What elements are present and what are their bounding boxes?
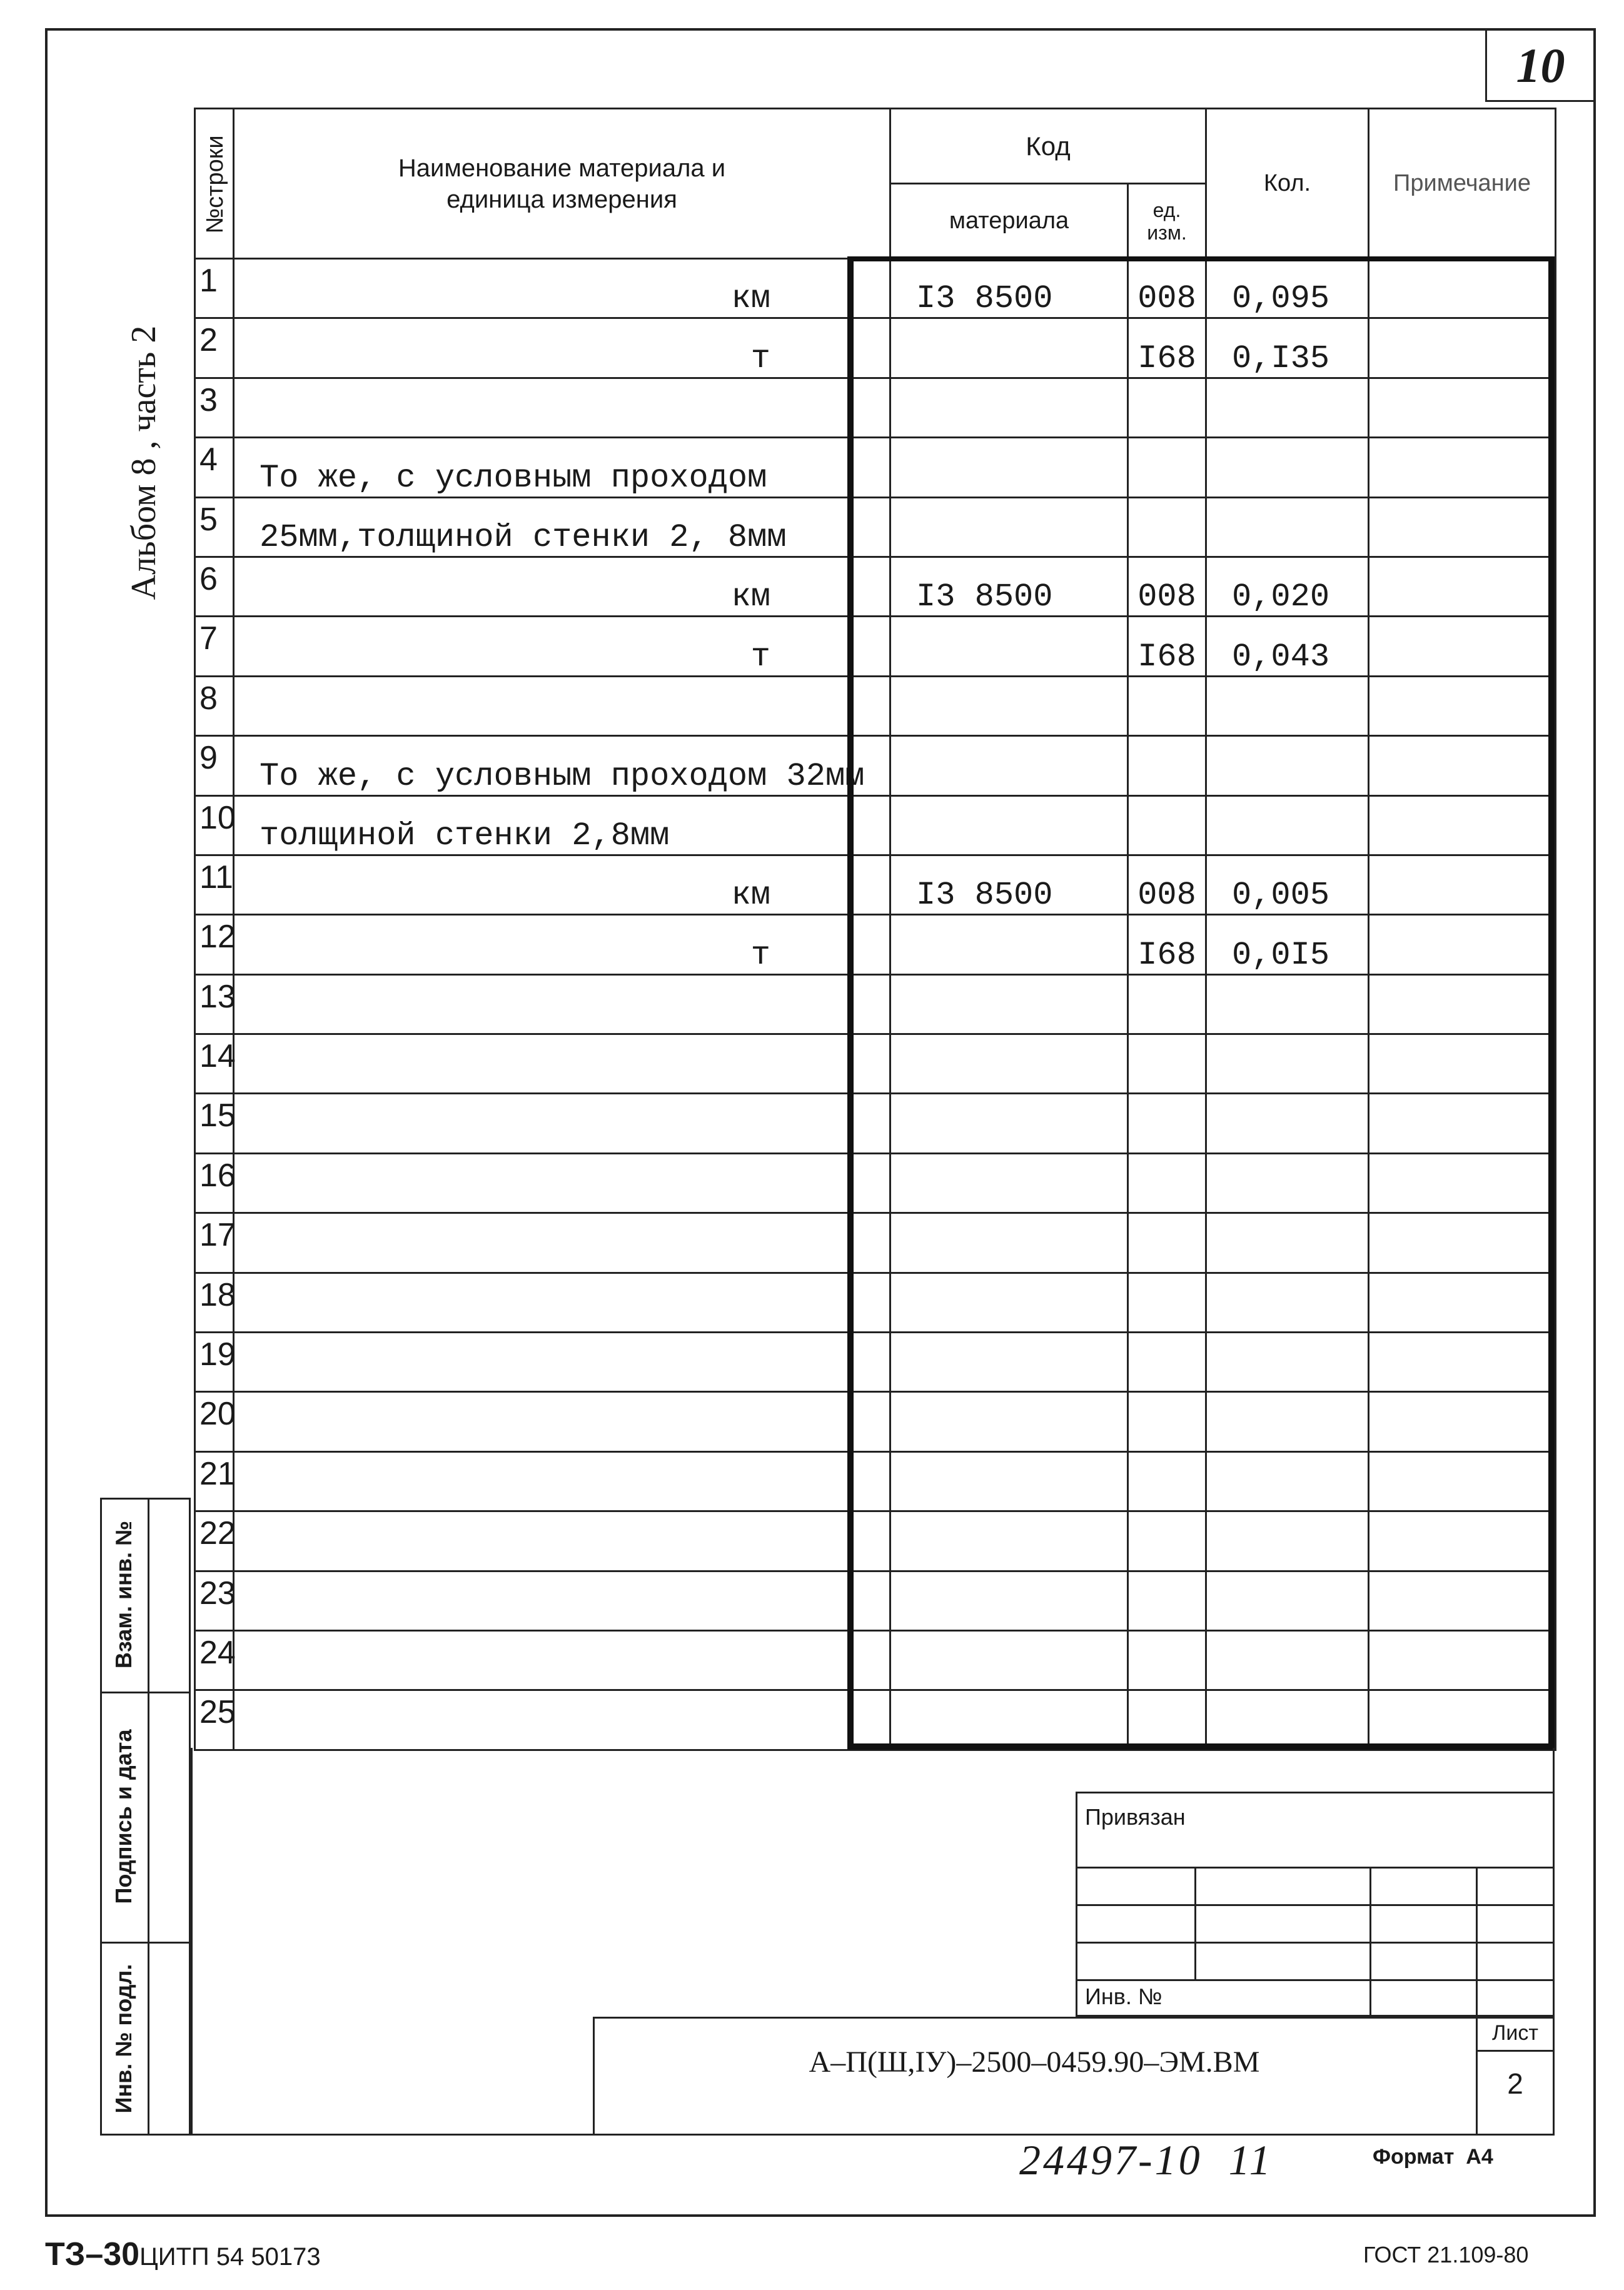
row-name	[234, 974, 890, 1034]
row-number: 17	[195, 1213, 234, 1273]
row-unit-code: I68	[1128, 318, 1206, 378]
row-quantity: 0,I35	[1206, 318, 1369, 378]
row-number: 2	[195, 318, 234, 378]
row-unit-code: I68	[1128, 915, 1206, 974]
header-qty	[1206, 109, 1369, 259]
header-code-unit	[1128, 184, 1206, 259]
row-unit-code	[1128, 1571, 1206, 1630]
row-number: 14	[195, 1034, 234, 1094]
row-name	[234, 1273, 890, 1332]
row-name	[234, 1630, 890, 1690]
table-row	[195, 1511, 1556, 1571]
row-number: 24	[195, 1630, 234, 1690]
table-row	[195, 318, 1556, 378]
privyazan-col-3	[1476, 1867, 1478, 2017]
row-number: 16	[195, 1153, 234, 1213]
privyazan-col-1	[1194, 1867, 1196, 1979]
row-name: км	[234, 855, 890, 914]
row-note	[1369, 1094, 1556, 1153]
stamp-vzam-inv: Взам. инв. №	[111, 1520, 136, 1669]
materials-table	[194, 108, 1556, 1751]
row-note	[1369, 1213, 1556, 1273]
row-name	[234, 378, 890, 437]
row-quantity	[1206, 1213, 1369, 1273]
row-material-code: I3 8500	[890, 557, 1128, 616]
row-unit-code	[1128, 1094, 1206, 1153]
row-quantity: 0,095	[1206, 259, 1369, 318]
row-note	[1369, 438, 1556, 497]
row-note	[1369, 1571, 1556, 1630]
table-row	[195, 1094, 1556, 1153]
row-note	[1369, 915, 1556, 974]
handwritten-archive-number: 24497-10 11	[1019, 2136, 1273, 2184]
row-note	[1369, 795, 1556, 855]
header-name	[234, 109, 890, 259]
footer-right: ГОСТ 21.109-80	[1363, 2242, 1529, 2267]
table-row	[195, 795, 1556, 855]
row-unit-code	[1128, 1451, 1206, 1511]
row-unit-code	[1128, 1333, 1206, 1392]
row-unit-code	[1128, 378, 1206, 437]
row-quantity: 0,043	[1206, 617, 1369, 676]
header-code-unit-label: ед. изм.	[1147, 198, 1187, 244]
row-note	[1369, 497, 1556, 557]
row-number: 25	[195, 1690, 234, 1750]
table-row	[195, 736, 1556, 795]
row-name	[234, 1690, 890, 1750]
row-note	[1369, 617, 1556, 676]
row-unit-code	[1128, 497, 1206, 557]
row-note	[1369, 1511, 1556, 1571]
row-unit-code	[1128, 1630, 1206, 1690]
row-quantity	[1206, 1153, 1369, 1213]
row-quantity	[1206, 378, 1369, 437]
table-row	[195, 557, 1556, 616]
row-name	[234, 676, 890, 735]
document-designation: А–П(Ш,IУ)–2500–0459.90–ЭМ.ВМ	[809, 2045, 1260, 2079]
row-name	[234, 1153, 890, 1213]
table-row	[195, 1333, 1556, 1392]
row-name	[234, 1392, 890, 1451]
row-number: 19	[195, 1333, 234, 1392]
row-note	[1369, 736, 1556, 795]
row-number: 10	[195, 795, 234, 855]
row-note	[1369, 318, 1556, 378]
row-unit-code: 008	[1128, 259, 1206, 318]
row-note	[1369, 1153, 1556, 1213]
sheet-label-line	[1476, 2050, 1555, 2052]
footer-left-code: ЦИТП 54 50173	[139, 2243, 321, 2271]
table-row	[195, 378, 1556, 437]
row-quantity	[1206, 1511, 1369, 1571]
row-material-code	[890, 1571, 1128, 1630]
row-number: 18	[195, 1273, 234, 1332]
row-material-code	[890, 676, 1128, 735]
row-material-code	[890, 1153, 1128, 1213]
privyazan-col-2	[1369, 1867, 1371, 2017]
row-name: То же, с условным проходом	[234, 438, 890, 497]
row-note	[1369, 1273, 1556, 1332]
row-material-code	[890, 1511, 1128, 1571]
row-unit-code	[1128, 1034, 1206, 1094]
row-quantity	[1206, 676, 1369, 735]
header-code-material-label: материала	[949, 208, 1069, 234]
header-qty-label: Кол.	[1263, 170, 1311, 196]
row-material-code	[890, 1451, 1128, 1511]
row-note	[1369, 259, 1556, 318]
table-row	[195, 1153, 1556, 1213]
row-unit-code	[1128, 1153, 1206, 1213]
row-name	[234, 1213, 890, 1273]
stamp-inv-podl: Инв. № подл.	[111, 1964, 136, 2114]
row-name	[234, 1451, 890, 1511]
table-row	[195, 974, 1556, 1034]
row-quantity	[1206, 795, 1369, 855]
row-unit-code: 008	[1128, 855, 1206, 914]
row-quantity	[1206, 974, 1369, 1034]
row-number: 5	[195, 497, 234, 557]
row-note	[1369, 1690, 1556, 1750]
row-name	[234, 1571, 890, 1630]
row-material-code	[890, 1333, 1128, 1392]
table-row	[195, 1571, 1556, 1630]
row-unit-code	[1128, 1511, 1206, 1571]
format-label: Формат А4	[1373, 2145, 1493, 2169]
row-material-code	[890, 617, 1128, 676]
row-unit-code	[1128, 1273, 1206, 1332]
header-code-label: Код	[1026, 131, 1071, 161]
row-material-code	[890, 1690, 1128, 1750]
row-material-code	[890, 1034, 1128, 1094]
row-unit-code	[1128, 795, 1206, 855]
row-unit-code	[1128, 1690, 1206, 1750]
row-number: 12	[195, 915, 234, 974]
row-quantity	[1206, 1571, 1369, 1630]
row-number: 6	[195, 557, 234, 616]
row-material-code	[890, 795, 1128, 855]
row-unit-code	[1128, 676, 1206, 735]
row-unit-code: 008	[1128, 557, 1206, 616]
row-quantity: 0,005	[1206, 855, 1369, 914]
row-name: т	[234, 915, 890, 974]
table-row	[195, 438, 1556, 497]
table-row	[195, 1273, 1556, 1332]
row-number: 4	[195, 438, 234, 497]
row-material-code	[890, 497, 1128, 557]
row-quantity	[1206, 1333, 1369, 1392]
row-unit-code	[1128, 1392, 1206, 1451]
row-note	[1369, 1333, 1556, 1392]
privyazan-line-1	[1076, 1867, 1555, 1869]
row-quantity	[1206, 736, 1369, 795]
row-material-code	[890, 438, 1128, 497]
row-note	[1369, 676, 1556, 735]
row-unit-code	[1128, 736, 1206, 795]
row-quantity	[1206, 1451, 1369, 1511]
row-material-code	[890, 1630, 1128, 1690]
row-note	[1369, 1034, 1556, 1094]
row-number: 9	[195, 736, 234, 795]
header-row-number	[195, 109, 234, 259]
row-material-code	[890, 378, 1128, 437]
row-number: 3	[195, 378, 234, 437]
row-material-code	[890, 974, 1128, 1034]
row-quantity: 0,020	[1206, 557, 1369, 616]
table-row	[195, 1690, 1556, 1750]
row-unit-code	[1128, 1213, 1206, 1273]
table-row	[195, 855, 1556, 914]
row-name: км	[234, 259, 890, 318]
row-name: толщиной стенки 2,8мм	[234, 795, 890, 855]
row-note	[1369, 1630, 1556, 1690]
privyazan-line-3	[1076, 1942, 1555, 1944]
footer-left-prefix: ТЗ–30	[45, 2236, 140, 2272]
row-name: т	[234, 617, 890, 676]
row-material-code	[890, 736, 1128, 795]
row-quantity: 0,0I5	[1206, 915, 1369, 974]
row-number: 15	[195, 1094, 234, 1153]
footer-left	[45, 2236, 321, 2273]
row-number: 21	[195, 1451, 234, 1511]
table-row	[195, 915, 1556, 974]
row-quantity	[1206, 1392, 1369, 1451]
row-quantity	[1206, 1273, 1369, 1332]
privyazan-line-4	[1076, 1979, 1555, 1981]
table-row	[195, 676, 1556, 735]
row-number: 23	[195, 1571, 234, 1630]
row-number: 7	[195, 617, 234, 676]
table-row	[195, 497, 1556, 557]
sheet-corner-number: 10	[1516, 38, 1565, 93]
table-row	[195, 617, 1556, 676]
row-material-code	[890, 318, 1128, 378]
row-name: То же, с условным проходом 32мм	[234, 736, 890, 795]
row-material-code	[890, 1392, 1128, 1451]
sheet-label: Лист	[1492, 2021, 1538, 2045]
row-unit-code	[1128, 974, 1206, 1034]
row-name	[234, 1333, 890, 1392]
row-name	[234, 1511, 890, 1571]
row-quantity	[1206, 1094, 1369, 1153]
row-quantity	[1206, 497, 1369, 557]
row-number: 20	[195, 1392, 234, 1451]
table-row	[195, 1451, 1556, 1511]
row-name: км	[234, 557, 890, 616]
table-row	[195, 1213, 1556, 1273]
row-note	[1369, 378, 1556, 437]
sheet-number: 2	[1507, 2067, 1523, 2100]
header-row-number-label: №строки	[202, 135, 228, 234]
row-name: т	[234, 318, 890, 378]
row-note	[1369, 557, 1556, 616]
header-note	[1369, 109, 1556, 259]
row-number: 8	[195, 676, 234, 735]
row-quantity	[1206, 1690, 1369, 1750]
header-code	[890, 109, 1206, 184]
row-material-code	[890, 1273, 1128, 1332]
row-material-code: I3 8500	[890, 855, 1128, 914]
header-note-label: Примечание	[1393, 170, 1531, 196]
table-row	[195, 1630, 1556, 1690]
table-row	[195, 259, 1556, 318]
row-name	[234, 1034, 890, 1094]
table-row	[195, 1392, 1556, 1451]
row-material-code	[890, 1213, 1128, 1273]
row-number: 13	[195, 974, 234, 1034]
row-note	[1369, 1451, 1556, 1511]
row-note	[1369, 974, 1556, 1034]
left-stamp-divider	[148, 1498, 149, 2136]
row-unit-code	[1128, 438, 1206, 497]
row-quantity	[1206, 1034, 1369, 1094]
header-name-label: Наименование материала и единица измерения	[398, 154, 726, 213]
row-name: 25мм,толщиной стенки 2, 8мм	[234, 497, 890, 557]
row-note	[1369, 855, 1556, 914]
privyazan-line-2	[1076, 1904, 1555, 1906]
row-quantity	[1206, 438, 1369, 497]
stamp-podpis-data: Подпись и дата	[111, 1729, 136, 1904]
row-number: 22	[195, 1511, 234, 1571]
row-note	[1369, 1392, 1556, 1451]
inv-no-label: Инв. №	[1085, 1984, 1163, 2009]
side-album-label: Альбом 8 , часть 2	[124, 325, 163, 600]
row-number: 1	[195, 259, 234, 318]
table-row	[195, 1034, 1556, 1094]
row-material-code: I3 8500	[890, 259, 1128, 318]
row-unit-code: I68	[1128, 617, 1206, 676]
row-quantity	[1206, 1630, 1369, 1690]
row-material-code	[890, 1094, 1128, 1153]
row-number: 11	[195, 855, 234, 914]
left-margin-line	[191, 1748, 193, 2136]
row-name	[234, 1094, 890, 1153]
header-code-material	[890, 184, 1128, 259]
privyazan-label: Привязан	[1085, 1804, 1186, 1830]
row-material-code	[890, 915, 1128, 974]
